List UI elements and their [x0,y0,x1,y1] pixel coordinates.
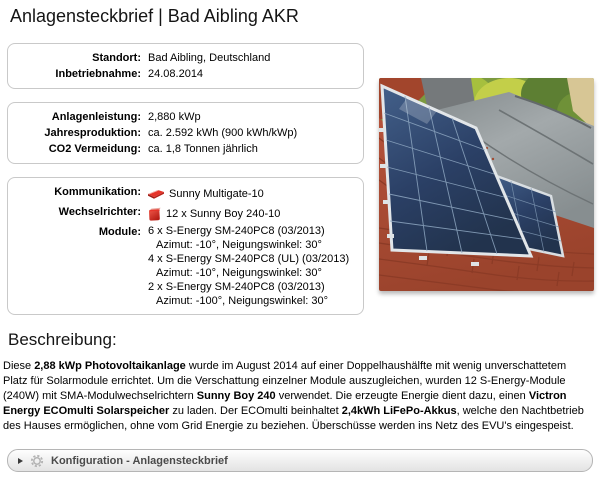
info-box-performance [7,102,364,164]
field-label: Module: [98,226,141,238]
accordion-konfiguration[interactable] [7,449,593,472]
gear-icon [30,454,44,468]
info-row [8,66,355,82]
module-orientation: Azimut: -100°, Neigungswinkel: 30° [156,295,329,307]
description-segment: zu laden. Der ECOmulti beinhaltet [169,405,342,417]
info-row [8,50,355,66]
plant-photo [379,78,594,291]
module-orientation: Azimut: -10°, Neigungswinkel: 30° [156,239,322,251]
inverter-icon [148,207,161,221]
accordion-label: Konfiguration - Anlagensteckbrief [51,454,228,467]
info-row [8,204,355,224]
description-heading: Beschreibung: [8,330,117,349]
field-value: 24.08.2014 [148,68,204,80]
field-label: Anlagenleistung: [51,111,141,123]
description-segment: , welche den Nachtbetrieb des Hauses ermöglichen, ohne vom Grid Energie zu beziehen. Überschüsse werden ins Netz des EVU's eingespeist. [3,405,584,432]
field-label: Kommunikation: [54,186,141,198]
description-segment: wurde im August 2014 auf einer Doppelhaushälfte mit wenig unverschattetem Platz für Solarmodule errichtet. Um die Verschattung einzelner Module auszugleichen, wurden 12 S-Energy-Module (240W) mit SMA-Modulwechselrichtern [3,360,567,402]
page-title: Anlagensteckbrief | Bad Aibling AKR [10,6,299,26]
multigate-icon [148,189,164,199]
field-value: ca. 2.592 kWh (900 kWh/kWp) [148,127,298,139]
module-orientation: Azimut: -10°, Neigungswinkel: 30° [156,267,322,279]
field-value: ca. 1,8 Tonnen jährlich [148,143,258,155]
description-segment: 2,88 kWp Photovoltaikanlage [34,360,186,372]
field-value: 2,880 kWp [148,111,201,123]
description-text [3,359,592,434]
field-label: Wechselrichter: [58,206,141,218]
description-segment: Sunny Boy 240 [196,390,276,402]
chevron-right-icon [18,458,23,464]
field-value: Sunny Multigate-10 [169,188,264,200]
field-value: 12 x Sunny Boy 240-10 [166,208,281,220]
module-line: 2 x S-Energy SM-240PC8 (03/2013) [148,281,325,293]
module-line: 6 x S-Energy SM-240PC8 (03/2013) [148,225,325,237]
field-label: Standort: [92,52,141,64]
description-segment: Victron Energy ECOmulti Solarspeicher [3,390,567,417]
description-segment: 2,4kWh LiFePo-Akkus [341,405,457,417]
info-box-location [7,43,364,89]
module-list [148,224,355,308]
info-box-equipment [7,177,364,315]
field-value: Bad Aibling, Deutschland [148,52,271,64]
module-line: 4 x S-Energy SM-240PC8 (UL) (03/2013) [148,253,350,265]
info-row [8,141,355,157]
info-row [8,125,355,141]
description-segment: Diese [3,360,35,372]
field-label: Inbetriebnahme: [55,68,141,80]
info-row [8,109,355,125]
description-segment: verwendet. Die erzeugte Energie dient dazu, einen [275,390,529,402]
field-label: CO2 Vermeidung: [48,143,141,155]
info-row [8,184,355,204]
field-label: Jahresproduktion: [44,127,141,139]
info-row [8,224,355,308]
